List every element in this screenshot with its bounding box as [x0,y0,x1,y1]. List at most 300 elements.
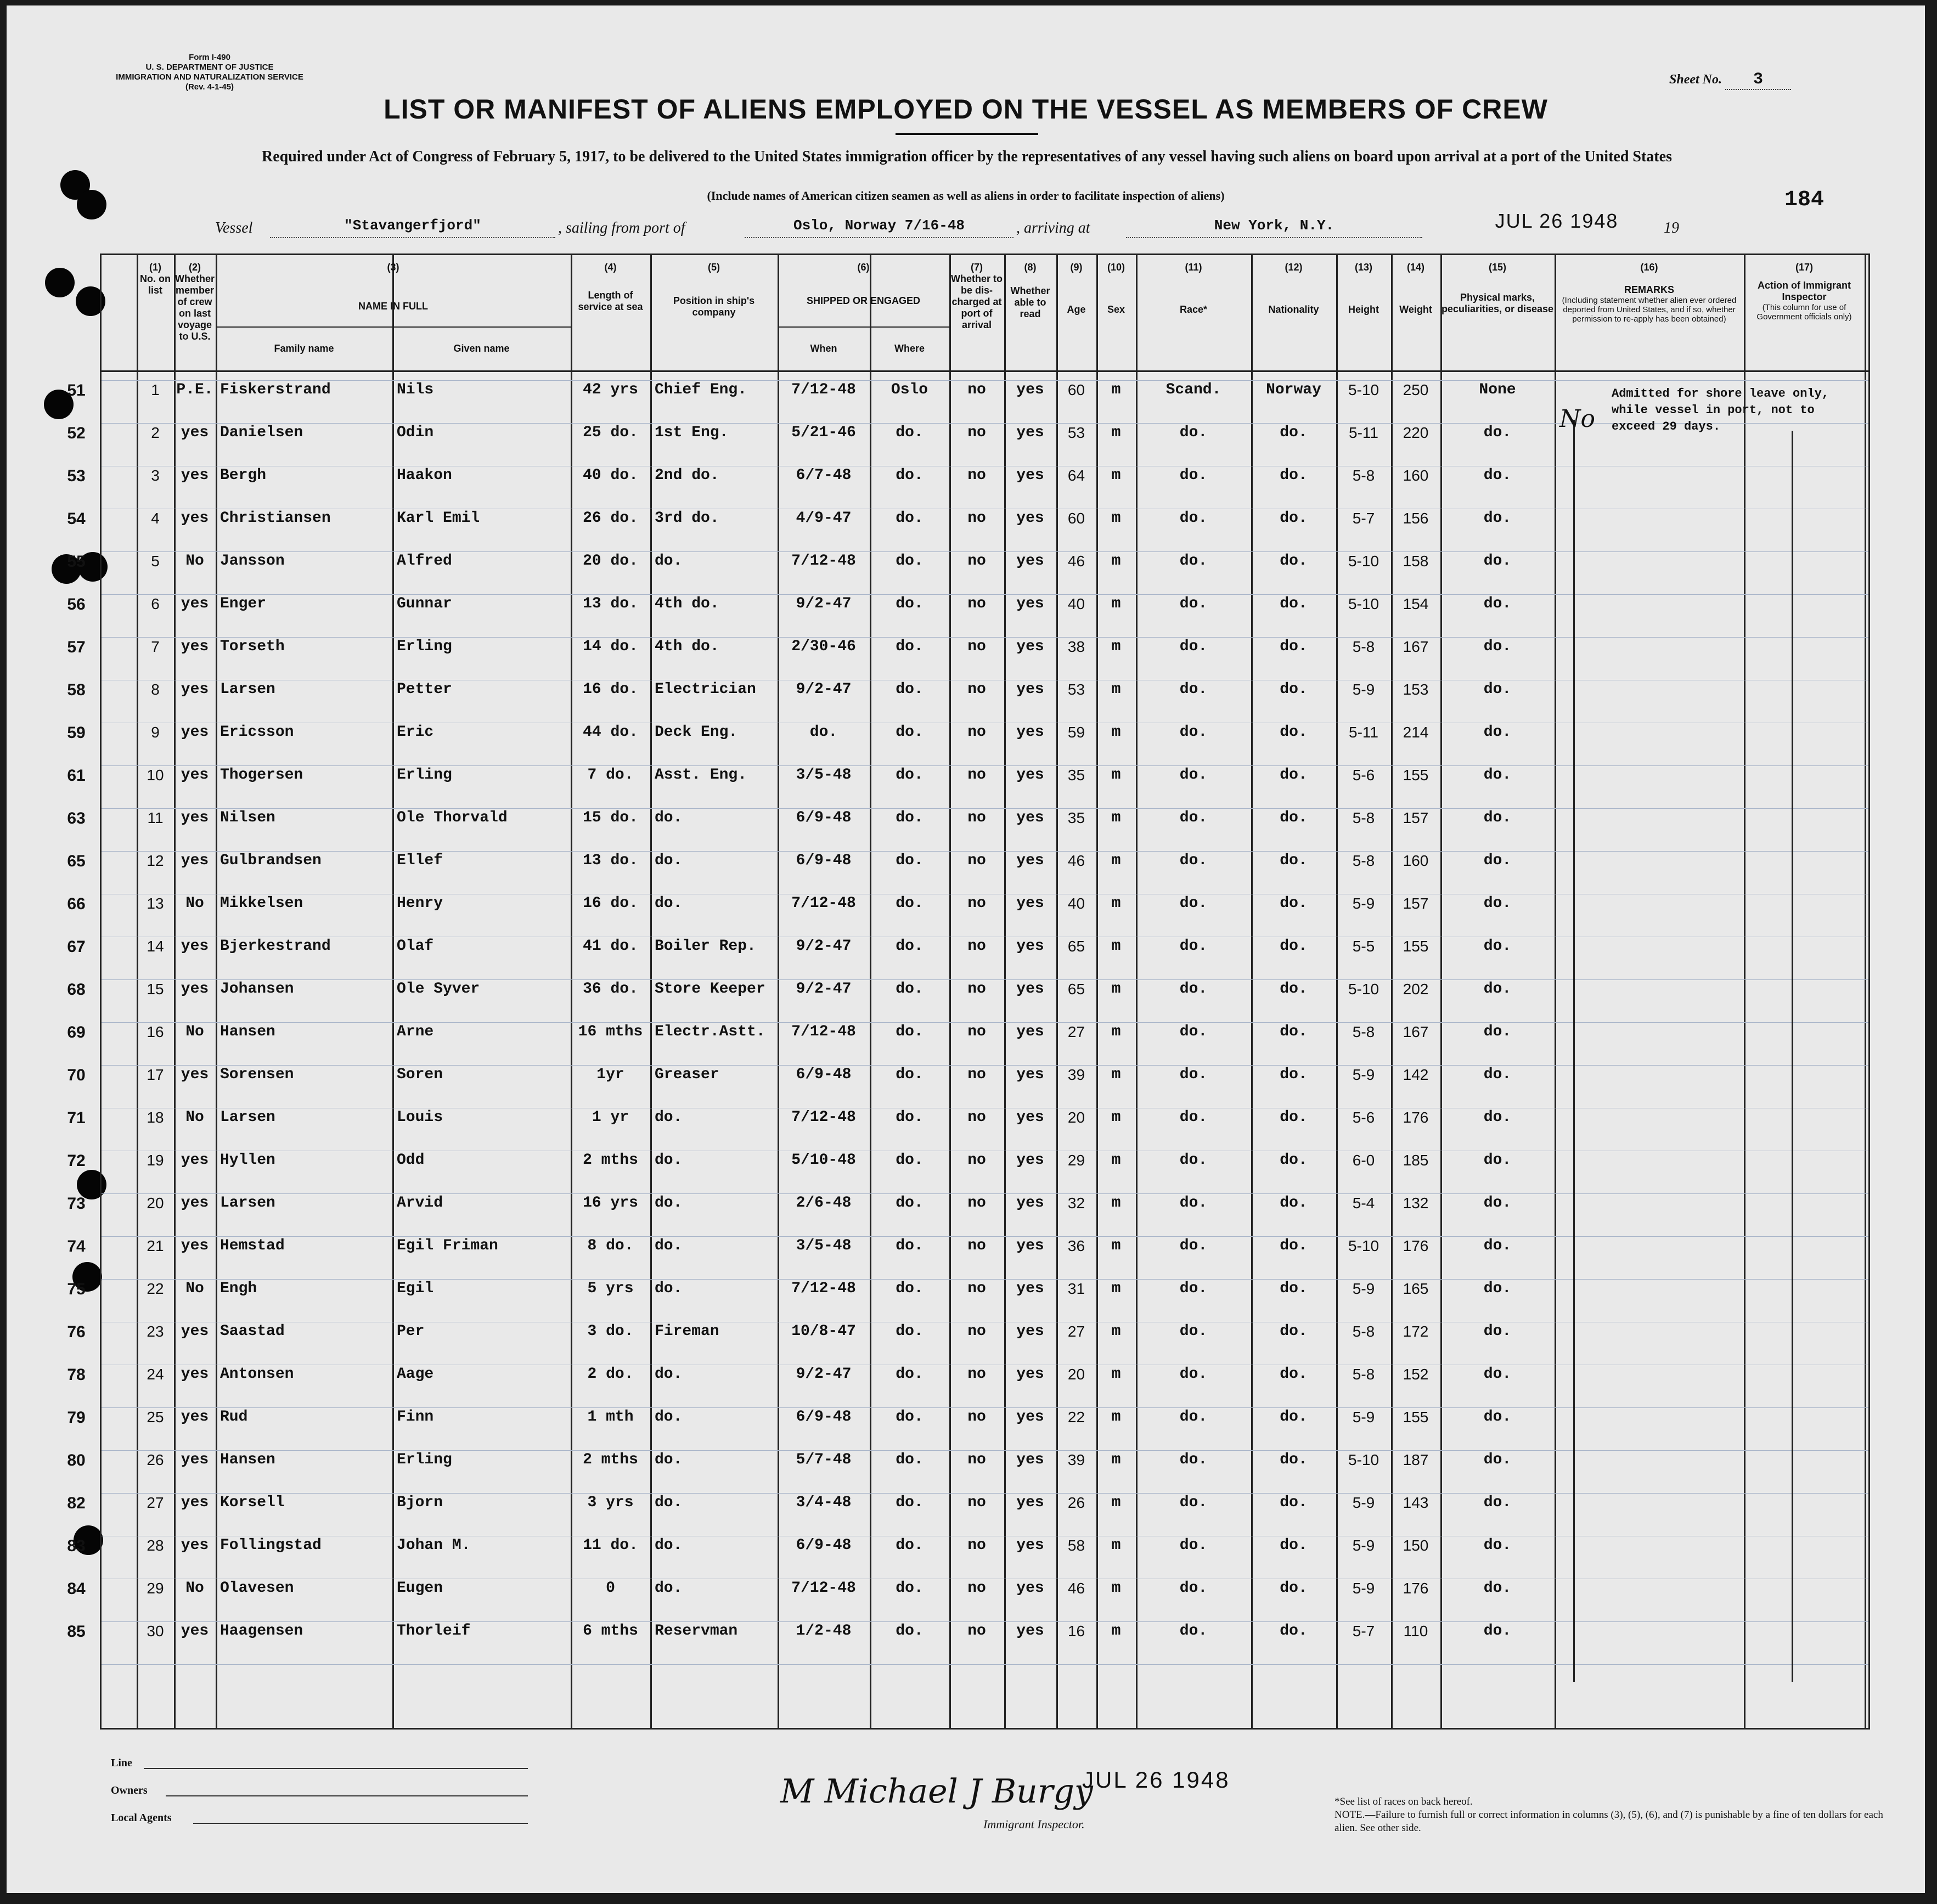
col-number: (17) [1795,262,1813,273]
cell-position: do. [655,1237,683,1254]
cell-given: Henry [397,895,443,912]
cell-crew: yes [181,1409,209,1426]
cell-position: 3rd do. [655,510,719,527]
penalty-note: NOTE.—Failure to furnish full or correct information in columns (3), (5), (6), and (7) is punishable by a fine of ten dollars for each alien. See other side. [1334,1809,1883,1834]
sailing-label: , sailing from port of [558,219,685,236]
cell-position: 4th do. [655,595,719,612]
cell-race: Scand. [1165,381,1221,398]
cell-crew: yes [181,638,209,655]
cell-race: do. [1179,852,1208,869]
cell-crew: No [185,553,204,570]
cell-no: 22 [147,1280,164,1297]
cell-height: 5-4 [1352,1195,1375,1212]
cell-weight: 167 [1403,1023,1429,1040]
cell-when: 9/2-47 [796,681,852,698]
cell-nat: do. [1280,1152,1308,1169]
cell-position: do. [655,1451,683,1468]
handwritten-line-number: 52 [67,424,86,442]
cell-read: yes [1016,809,1044,826]
cell-family: Enger [220,595,267,612]
cell-height: 5-8 [1352,852,1375,869]
cell-crew: yes [181,1366,209,1383]
col-number: (15) [1488,262,1506,273]
cell-nat: do. [1280,1580,1308,1597]
cell-weight: 214 [1403,724,1429,741]
cell-where: do. [896,1109,924,1126]
col-number: (16) [1640,262,1658,273]
handwritten-line-number: 58 [67,681,86,699]
cell-where: do. [896,1195,924,1212]
cell-service: 20 do. [583,553,638,570]
cell-family: Torseth [220,638,285,655]
cell-nat: do. [1280,1409,1308,1426]
table-row [102,553,1868,595]
cell-position: do. [655,1580,683,1597]
cell-disch: no [967,1366,986,1383]
col-number: (3) [387,262,399,273]
cell-when: 7/12-48 [791,1280,856,1297]
cell-race: do. [1179,638,1208,655]
cell-disch: no [967,895,986,912]
cell-marks: do. [1483,1451,1512,1468]
cell-family: Hansen [220,1023,275,1040]
cell-marks: do. [1483,809,1512,826]
cell-read: yes [1016,981,1044,998]
cell-race: do. [1179,1023,1208,1040]
header-subrule [778,326,949,328]
cell-disch: no [967,595,986,612]
cell-disch: no [967,1195,986,1212]
table-row [102,1494,1868,1536]
cell-given: Arvid [397,1195,443,1212]
cell-sex: m [1111,424,1121,441]
header-col-12 [1251,262,1336,316]
crew-table [67,254,1870,1730]
cell-position: Boiler Rep. [655,938,756,955]
header-col-11 [1136,262,1251,316]
header-when: When [810,343,837,354]
cell-position: do. [655,1366,683,1383]
col-label: Position in ship's company [673,295,755,318]
cell-weight: 202 [1403,981,1429,998]
cell-age: 60 [1067,381,1085,398]
col-label: Sex [1107,304,1125,315]
cell-crew: yes [181,724,209,741]
cell-crew: yes [181,510,209,527]
cell-family: Follingstad [220,1537,322,1554]
cell-read: yes [1016,1152,1044,1169]
cell-given: Egil [397,1280,434,1297]
cell-nat: do. [1280,1623,1308,1640]
cell-disch: no [967,1409,986,1426]
cell-family: Thogersen [220,767,303,784]
cell-nat: do. [1280,595,1308,612]
header-col-14 [1391,262,1440,316]
cell-service: 5 yrs [587,1280,634,1297]
cell-marks: do. [1483,1152,1512,1169]
cell-position: do. [655,1109,683,1126]
arrival-date: JUL 26 1948 [1495,210,1619,232]
cell-given: Petter [397,681,452,698]
cell-no: 6 [151,595,160,612]
cell-when: 7/12-48 [791,381,856,398]
cell-age: 53 [1067,424,1085,441]
table-row [102,1409,1868,1451]
cell-crew: yes [181,1537,209,1554]
cell-where: do. [896,1580,924,1597]
cell-weight: 157 [1403,809,1429,826]
cell-no: 23 [147,1323,164,1340]
cell-crew: yes [181,809,209,826]
handwritten-line-number: 51 [67,381,86,399]
header-col-1 [137,262,174,296]
cell-disch: no [967,1237,986,1254]
table-row [102,981,1868,1023]
cell-no: 16 [147,1023,164,1040]
col-label: REMARKS [1624,284,1674,295]
cell-nat: do. [1280,938,1308,955]
cell-read: yes [1016,1537,1044,1554]
table-row [102,1623,1868,1665]
cell-crew: No [185,1023,204,1040]
cell-height: 5-6 [1352,1109,1375,1126]
revision: (Rev. 4-1-45) [185,82,234,92]
cell-service: 36 do. [583,981,638,998]
cell-when: 6/9-48 [796,1066,852,1083]
cell-age: 65 [1067,938,1085,955]
cell-weight: 165 [1403,1280,1429,1297]
cell-when: 2/6-48 [796,1195,852,1212]
cell-family: Danielsen [220,424,303,441]
include-note: (Include names of American citizen seamen as well as aliens in order to facilitate inspection of aliens) [707,189,1225,202]
table-row [102,1537,1868,1579]
cell-race: do. [1179,553,1208,570]
table-row [102,595,1868,638]
cell-given: Nils [397,381,434,398]
cell-crew: yes [181,938,209,955]
cell-height: 5-10 [1348,981,1379,998]
cell-marks: do. [1483,724,1512,741]
cell-position: do. [655,895,683,912]
header-col-8 [1004,262,1056,320]
cell-service: 1 yr [592,1109,629,1126]
handwritten-line-number: 82 [67,1494,86,1512]
header-given-name: Given name [453,343,510,354]
cell-nat: do. [1280,852,1308,869]
cell-weight: 154 [1403,595,1429,612]
table-row [102,1195,1868,1237]
cell-no: 9 [151,724,160,741]
cell-when: 6/7-48 [796,467,852,484]
cell-sex: m [1111,1451,1121,1468]
cell-sex: m [1111,1280,1121,1297]
cell-read: yes [1016,424,1044,441]
cell-height: 5-7 [1352,510,1375,527]
cell-where: do. [896,1280,924,1297]
cell-crew: yes [181,1451,209,1468]
handwritten-line-number: 67 [67,938,86,956]
cell-position: do. [655,1152,683,1169]
cell-when: 3/5-48 [796,1237,852,1254]
cell-marks: do. [1483,981,1512,998]
cell-where: do. [896,553,924,570]
cell-crew: No [185,895,204,912]
cell-race: do. [1179,510,1208,527]
cell-service: 16 mths [578,1023,643,1040]
cell-nat: do. [1280,467,1308,484]
col-note: (This column for use of Government officials only) [1756,303,1852,322]
agents-field [193,1823,528,1824]
col-label: Length of service at sea [578,290,643,312]
arrival-port: New York, N.Y. [1126,217,1422,238]
cell-weight: 160 [1403,467,1429,484]
ditto-stroke [1792,431,1793,1682]
table-row [102,424,1868,466]
cell-when: 3/5-48 [796,767,852,784]
header-col-9 [1056,262,1096,316]
cell-marks: do. [1483,510,1512,527]
cell-age: 46 [1067,852,1085,869]
cell-family: Rud [220,1409,248,1426]
handwritten-line-number: 53 [67,467,86,485]
cell-when: 7/12-48 [791,1580,856,1597]
table-row [102,381,1868,424]
handwritten-mark: No [1559,405,1595,433]
cell-height: 6-0 [1352,1152,1375,1169]
cell-position: do. [655,1195,683,1212]
line-field [144,1768,528,1769]
cell-age: 36 [1067,1237,1085,1254]
cell-race: do. [1179,981,1208,998]
table-row [102,938,1868,980]
header-col-13 [1336,262,1391,316]
cell-nat: do. [1280,809,1308,826]
cell-family: Hyllen [220,1152,275,1169]
col-number: (7) [971,262,983,273]
header-col-2 [174,262,216,342]
cell-nat: do. [1280,1237,1308,1254]
col-number: (4) [604,262,617,273]
cell-family: Korsell [220,1494,285,1511]
cell-where: do. [896,1623,924,1640]
cell-weight: 167 [1403,638,1429,655]
cell-disch: no [967,767,986,784]
form-identifier [105,53,314,92]
inspector-signature: M Michael J Burgy [780,1772,1093,1811]
cell-family: Saastad [220,1323,285,1340]
cell-read: yes [1016,553,1044,570]
cell-read: yes [1016,1580,1044,1597]
cell-age: 46 [1067,1580,1085,1597]
cell-where: do. [896,724,924,741]
cell-given: Eric [397,724,434,741]
cell-read: yes [1016,1237,1044,1254]
cell-family: Larsen [220,1195,275,1212]
remark-line: while vessel in port, not to [1612,403,1815,417]
cell-sex: m [1111,381,1121,398]
cell-no: 29 [147,1580,164,1597]
cell-crew: yes [181,595,209,612]
handwritten-line-number: 72 [67,1152,86,1170]
cell-disch: no [967,1023,986,1040]
cell-when: 2/30-46 [791,638,856,655]
cell-where: do. [896,1451,924,1468]
cell-nat: do. [1280,553,1308,570]
cell-read: yes [1016,1623,1044,1640]
cell-nat: do. [1280,1323,1308,1340]
cell-when: 6/9-48 [796,1537,852,1554]
table-row [102,724,1868,766]
cell-sex: m [1111,767,1121,784]
cell-weight: 132 [1403,1195,1429,1212]
col-number: (5) [708,262,720,273]
header-family-name: Family name [274,343,334,354]
cell-age: 20 [1067,1109,1085,1126]
cell-race: do. [1179,1323,1208,1340]
cell-sex: m [1111,1109,1121,1126]
header-col-15 [1440,262,1555,315]
cell-family: Nilsen [220,809,275,826]
cell-marks: do. [1483,1537,1512,1554]
cell-race: do. [1179,1109,1208,1126]
cell-age: 65 [1067,981,1085,998]
cell-family: Haagensen [220,1623,303,1640]
col-label: Whether to be dis-charged at port of arrival [951,273,1003,330]
cell-age: 39 [1067,1451,1085,1468]
cell-marks: do. [1483,595,1512,612]
cell-nat: do. [1280,424,1308,441]
cell-position: Asst. Eng. [655,767,747,784]
cell-nat: do. [1280,1195,1308,1212]
handwritten-line-number: 78 [67,1366,86,1384]
cell-age: 40 [1067,895,1085,912]
cell-race: do. [1179,1623,1208,1640]
cell-disch: no [967,1323,986,1340]
cell-no: 7 [151,638,160,655]
cell-marks: do. [1483,424,1512,441]
cell-read: yes [1016,1195,1044,1212]
cell-service: 42 yrs [583,381,638,398]
cell-service: 44 do. [583,724,638,741]
table-row [102,1451,1868,1494]
cell-disch: no [967,724,986,741]
cell-height: 5-9 [1352,1580,1375,1597]
cell-height: 5-9 [1352,681,1375,698]
cell-height: 5-8 [1352,638,1375,655]
cell-read: yes [1016,381,1044,398]
cell-when: 3/4-48 [796,1494,852,1511]
table-row [102,1237,1868,1280]
inspector-caption: Immigrant Inspector. [983,1817,1085,1831]
cell-height: 5-8 [1352,467,1375,484]
cell-crew: yes [181,1323,209,1340]
races-note: *See list of races on back hereof. [1334,1796,1473,1807]
cell-marks: do. [1483,1623,1512,1640]
cell-sex: m [1111,595,1121,612]
date-stamp: JUL 26 1948 [1082,1767,1230,1793]
cell-age: 22 [1067,1409,1085,1426]
cell-age: 20 [1067,1366,1085,1383]
cell-no: 15 [147,981,164,998]
cell-no: 13 [147,895,164,912]
header-col-6 [778,262,949,307]
cell-service: 41 do. [583,938,638,955]
cell-no: 12 [147,852,164,869]
cell-marks: do. [1483,852,1512,869]
table-row [102,638,1868,680]
cell-family: Engh [220,1280,257,1297]
cell-where: do. [896,595,924,612]
cell-height: 5-9 [1352,1066,1375,1083]
cell-where: do. [896,638,924,655]
cell-disch: no [967,1066,986,1083]
cell-service: 13 do. [583,595,638,612]
cell-service: 26 do. [583,510,638,527]
cell-weight: 157 [1403,895,1429,912]
cell-height: 5-8 [1352,1366,1375,1383]
cell-given: Karl Emil [397,510,480,527]
cell-no: 11 [147,809,164,826]
cell-read: yes [1016,1366,1044,1383]
cell-crew: yes [181,767,209,784]
col-number: (8) [1024,262,1037,273]
cell-read: yes [1016,510,1044,527]
cell-where: do. [896,852,924,869]
cell-given: Alfred [397,553,452,570]
handwritten-line-number: 85 [67,1623,86,1641]
header-col-7 [949,262,1004,331]
cell-age: 53 [1067,681,1085,698]
cell-sex: m [1111,1152,1121,1169]
cell-age: 39 [1067,1066,1085,1083]
cell-position: Electr.Astt. [655,1023,765,1040]
cell-family: Christiansen [220,510,331,527]
cell-read: yes [1016,638,1044,655]
form-number: Form I-490 [189,53,230,62]
handwritten-line-number: 65 [67,852,86,870]
cell-age: 38 [1067,638,1085,655]
cell-age: 27 [1067,1023,1085,1040]
cell-position: 2nd do. [655,467,719,484]
cell-marks: do. [1483,553,1512,570]
cell-weight: 176 [1403,1580,1429,1597]
cell-family: Bergh [220,467,267,484]
cell-read: yes [1016,1323,1044,1340]
cell-race: do. [1179,895,1208,912]
agents-label: Local Agents [111,1812,172,1824]
cell-where: do. [896,1366,924,1383]
cell-race: do. [1179,1366,1208,1383]
cell-read: yes [1016,1494,1044,1511]
cell-marks: None [1479,381,1516,398]
handwritten-line-number: 79 [67,1409,86,1427]
cell-marks: do. [1483,1280,1512,1297]
cell-disch: no [967,510,986,527]
cell-nat: Norway [1266,381,1321,398]
cell-sex: m [1111,809,1121,826]
cell-where: do. [896,1537,924,1554]
cell-age: 40 [1067,595,1085,612]
handwritten-line-number: 71 [67,1109,86,1127]
cell-given: Ole Thorvald [397,809,508,826]
cell-weight: 158 [1403,553,1429,570]
cell-nat: do. [1280,1280,1308,1297]
title-rule [896,133,1038,135]
cell-family: Johansen [220,981,294,998]
cell-given: Gunnar [397,595,452,612]
cell-position: do. [655,852,683,869]
cell-weight: 156 [1403,510,1429,527]
